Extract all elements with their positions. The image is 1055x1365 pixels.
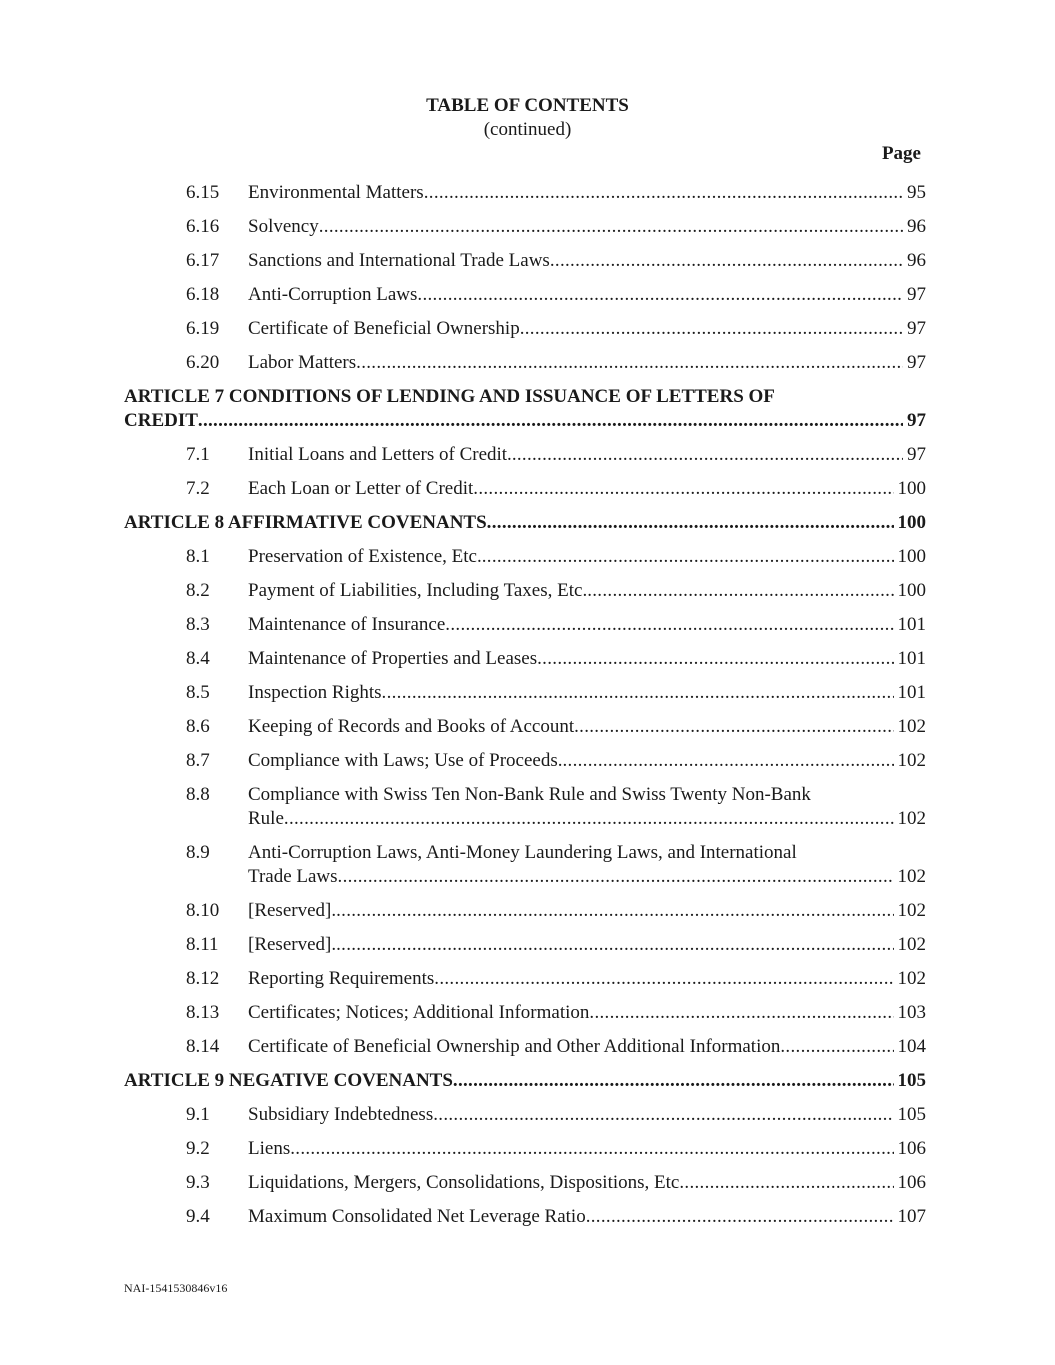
toc-entry-text: Liquidations, Mergers, Consolidations, Dispositions, Etc [248,1172,680,1193]
dot-leader [356,351,903,375]
toc-entry-body [248,967,926,991]
section-number: 6.17 [186,250,220,271]
toc-section-entry [124,283,926,307]
page-number: 97 [907,284,926,305]
page-number: 102 [897,716,926,737]
toc-section-entry [124,1137,926,1161]
toc-entry-body [248,283,926,307]
toc-entry-line [124,409,926,433]
toc-entry-text: Each Loan or Letter of Credit [248,478,474,499]
toc-article-entry [124,511,926,535]
dot-leader [417,283,903,307]
toc-entry-body [248,681,926,705]
dot-leader [445,613,893,637]
toc-entry-line [248,749,926,773]
toc-section-entry [124,1035,926,1059]
toc-section-entry [124,477,926,501]
toc-entry-text: [Reserved]. [248,934,337,955]
toc-entry-line [248,1137,926,1161]
dot-leader [290,1137,893,1161]
toc-section-entry [124,967,926,991]
page-number: 102 [897,934,926,955]
toc-subtitle: (continued) [483,119,572,140]
toc-entry-text: Anti-Corruption Laws, Anti-Money Laundering Laws, and International [248,842,797,863]
toc-entry-body [248,715,926,739]
toc-article-entry [124,385,926,433]
page-number: 101 [897,648,926,669]
toc-entry-text: Compliance with Laws; Use of Proceeds. [248,750,563,771]
toc-entry-body [248,933,926,957]
toc-entry-text: Sanctions and International Trade Laws [248,250,550,271]
dot-leader [586,1205,894,1229]
section-number: 6.16 [186,216,220,237]
toc-entry-body [248,613,926,637]
dot-leader [319,215,903,239]
toc-entry-text: Subsidiary Indebtedness [248,1104,434,1125]
toc-entry-text: Compliance with Swiss Ten Non-Bank Rule and Swiss Twenty Non-Bank [248,784,811,805]
toc-section-entry [124,647,926,671]
section-number: 8.4 [186,648,210,669]
toc-entry-text: Rule [248,808,284,829]
page-number: 100 [897,546,926,567]
page-number: 102 [897,968,926,989]
toc-entry-line [248,613,926,637]
toc-entry-text: Maintenance of Insurance [248,614,446,635]
toc-entry-text: Payment of Liabilities, Including Taxes, Etc. [248,580,588,601]
toc-section-entry [124,1205,926,1229]
page-number: 97 [907,444,926,465]
toc-entry-line [248,351,926,375]
section-number: 9.1 [186,1104,210,1125]
toc-section-entry [124,1103,926,1127]
toc-entry-text: [Reserved]. [248,900,337,921]
page-number: 102 [897,866,926,887]
toc-entry-body [248,1137,926,1161]
toc-entry-body [248,1171,926,1195]
dot-leader [589,1001,893,1025]
toc-section-entry [124,579,926,603]
dot-leader [587,579,893,603]
toc-section-entry [124,715,926,739]
toc-entry-line [248,545,926,569]
toc-entry-body [248,783,926,831]
page-number: 96 [907,250,926,271]
toc-entry-text: ARTICLE 7 CONDITIONS OF LENDING AND ISSUANCE OF LETTERS OF [124,386,775,407]
dot-leader [453,1069,894,1093]
section-number: 8.9 [186,842,210,863]
toc-entry-body [248,1205,926,1229]
toc-section-entry [124,933,926,957]
section-number: 6.15 [186,182,220,203]
page-column-label: Page [881,143,921,164]
toc-entry-body [248,443,926,467]
toc-entry-text: Maximum Consolidated Net Leverage Ratio [248,1206,586,1227]
toc-entry-text: ARTICLE 9 NEGATIVE COVENANTS [124,1070,453,1091]
dot-leader [537,647,893,671]
toc-entry-text: Liens [248,1138,291,1159]
toc-entry-text: Certificate of Beneficial Ownership [248,318,520,339]
toc-entry-text: Preservation of Existence, Etc. [248,546,482,567]
section-number: 8.11 [186,934,219,955]
dot-leader [434,967,893,991]
toc-entry-text: Initial Loans and Letters of Credit. [248,444,512,465]
page-number: 106 [897,1138,926,1159]
page-number: 97 [907,352,926,373]
section-number: 9.2 [186,1138,210,1159]
dot-leader [550,249,903,273]
page-number: 97 [907,410,926,431]
dot-leader [679,1171,893,1195]
toc-entry-body [124,1069,926,1093]
toc-section-entry [124,545,926,569]
toc-entry-body [248,749,926,773]
section-number: 6.18 [186,284,220,305]
toc-entry-line [248,681,926,705]
dot-leader [284,807,894,831]
section-number: 8.14 [186,1036,220,1057]
toc-article-entry [124,1069,926,1093]
page-number: 100 [897,512,926,533]
page-number: 102 [897,750,926,771]
toc-entry-line [124,385,926,409]
dot-leader [520,317,903,341]
toc-section-entry [124,1171,926,1195]
page-number: 104 [897,1036,926,1057]
dot-leader [512,443,903,467]
page-number: 96 [907,216,926,237]
dot-leader [482,545,894,569]
dot-leader [574,715,893,739]
toc-entry-text: Solvency [248,216,319,237]
dot-leader [562,749,893,773]
toc-entry-text: Environmental Matters [248,182,424,203]
section-number: 8.3 [186,614,210,635]
toc-entry-line [248,647,926,671]
section-number: 8.12 [186,968,220,989]
toc-entry-body [248,647,926,671]
toc-entry-line [248,807,926,831]
toc-entry-line [248,933,926,957]
page-number: 101 [897,682,926,703]
dot-leader [336,899,893,923]
toc-entry-text: Inspection Rights [248,682,382,703]
toc-entry-line [248,317,926,341]
toc-section-entry [124,249,926,273]
page-number: 97 [907,318,926,339]
page-number: 102 [897,900,926,921]
page-number: 95 [907,182,926,203]
toc-section-entry [124,899,926,923]
toc-entry-line [124,511,926,535]
toc-entry-line [248,1171,926,1195]
dot-leader [336,933,893,957]
toc-entry-body [124,385,926,433]
toc-entry-text: Maintenance of Properties and Leases [248,648,538,669]
toc-section-entry [124,215,926,239]
toc-section-entry [124,443,926,467]
toc-entry-line [248,283,926,307]
toc-entry-line [248,783,926,807]
section-number: 6.20 [186,352,220,373]
toc-entry-body [248,477,926,501]
toc-entry-line [248,215,926,239]
toc-entry-body [248,249,926,273]
toc-entry-line [248,967,926,991]
dot-leader [338,865,894,889]
toc-entry-line [248,841,926,865]
toc-section-entry [124,1001,926,1025]
section-number: 9.3 [186,1172,210,1193]
page-number: 107 [897,1206,926,1227]
dot-leader [473,477,893,501]
toc-entry-text: Trade Laws [248,866,338,887]
toc-entry-text: Certificate of Beneficial Ownership and Other Additional Information [248,1036,781,1057]
section-number: 8.10 [186,900,220,921]
document-id-footer: NAI-1541530846v16 [124,1281,228,1295]
toc-section-entry [124,681,926,705]
section-number: 8.7 [186,750,210,771]
toc-entry-line [248,1001,926,1025]
page-number: 100 [897,580,926,601]
toc-entry-text: Keeping of Records and Books of Account [248,716,575,737]
toc-section-entry [124,613,926,637]
dot-leader [780,1035,893,1059]
section-number: 8.8 [186,784,210,805]
toc-entry-text: Reporting Requirements [248,968,435,989]
toc-list [124,181,926,1239]
page-number: 103 [897,1002,926,1023]
toc-entry-line [248,899,926,923]
section-number: 8.5 [186,682,210,703]
section-number: 8.1 [186,546,210,567]
dot-leader [487,511,894,535]
toc-entry-text: ARTICLE 8 AFFIRMATIVE COVENANTS [124,512,487,533]
section-number: 9.4 [186,1206,210,1227]
toc-section-entry [124,841,926,889]
dot-leader [382,681,894,705]
section-number: 7.2 [186,478,210,499]
toc-entry-line [248,715,926,739]
dot-leader [433,1103,893,1127]
page-number: 101 [897,614,926,635]
toc-section-entry [124,317,926,341]
page-number: 105 [897,1070,926,1091]
toc-entry-body [248,317,926,341]
toc-entry-body [124,511,926,535]
dot-leader [424,181,903,205]
toc-entry-body [248,181,926,205]
section-number: 8.13 [186,1002,220,1023]
toc-title: TABLE OF CONTENTS [426,95,629,116]
toc-entry-line [248,249,926,273]
section-number: 8.2 [186,580,210,601]
toc-entry-body [248,1035,926,1059]
toc-entry-line [248,443,926,467]
toc-entry-text: Labor Matters [248,352,357,373]
toc-section-entry [124,181,926,205]
dot-leader [198,409,903,433]
toc-section-entry [124,783,926,831]
toc-entry-body [248,545,926,569]
page-number: 105 [897,1104,926,1125]
toc-section-entry [124,749,926,773]
toc-entry-body [248,899,926,923]
toc-entry-line [248,477,926,501]
toc-entry-line [124,1069,926,1093]
toc-entry-line [248,865,926,889]
toc-entry-line [248,1205,926,1229]
toc-entry-body [248,841,926,889]
toc-entry-body [248,1103,926,1127]
toc-entry-body [248,351,926,375]
page-number: 106 [897,1172,926,1193]
toc-entry-line [248,1035,926,1059]
section-number: 6.19 [186,318,220,339]
toc-entry-text: Anti-Corruption Laws [248,284,418,305]
toc-entry-text: CREDIT [124,410,198,431]
toc-entry-text: Certificates; Notices; Additional Information [248,1002,590,1023]
toc-entry-line [248,181,926,205]
toc-entry-body [248,215,926,239]
page-number: 102 [897,808,926,829]
toc-entry-body [248,579,926,603]
toc-section-entry [124,351,926,375]
page-number: 100 [897,478,926,499]
section-number: 8.6 [186,716,210,737]
toc-entry-line [248,579,926,603]
toc-entry-line [248,1103,926,1127]
toc-entry-body [248,1001,926,1025]
section-number: 7.1 [186,444,210,465]
